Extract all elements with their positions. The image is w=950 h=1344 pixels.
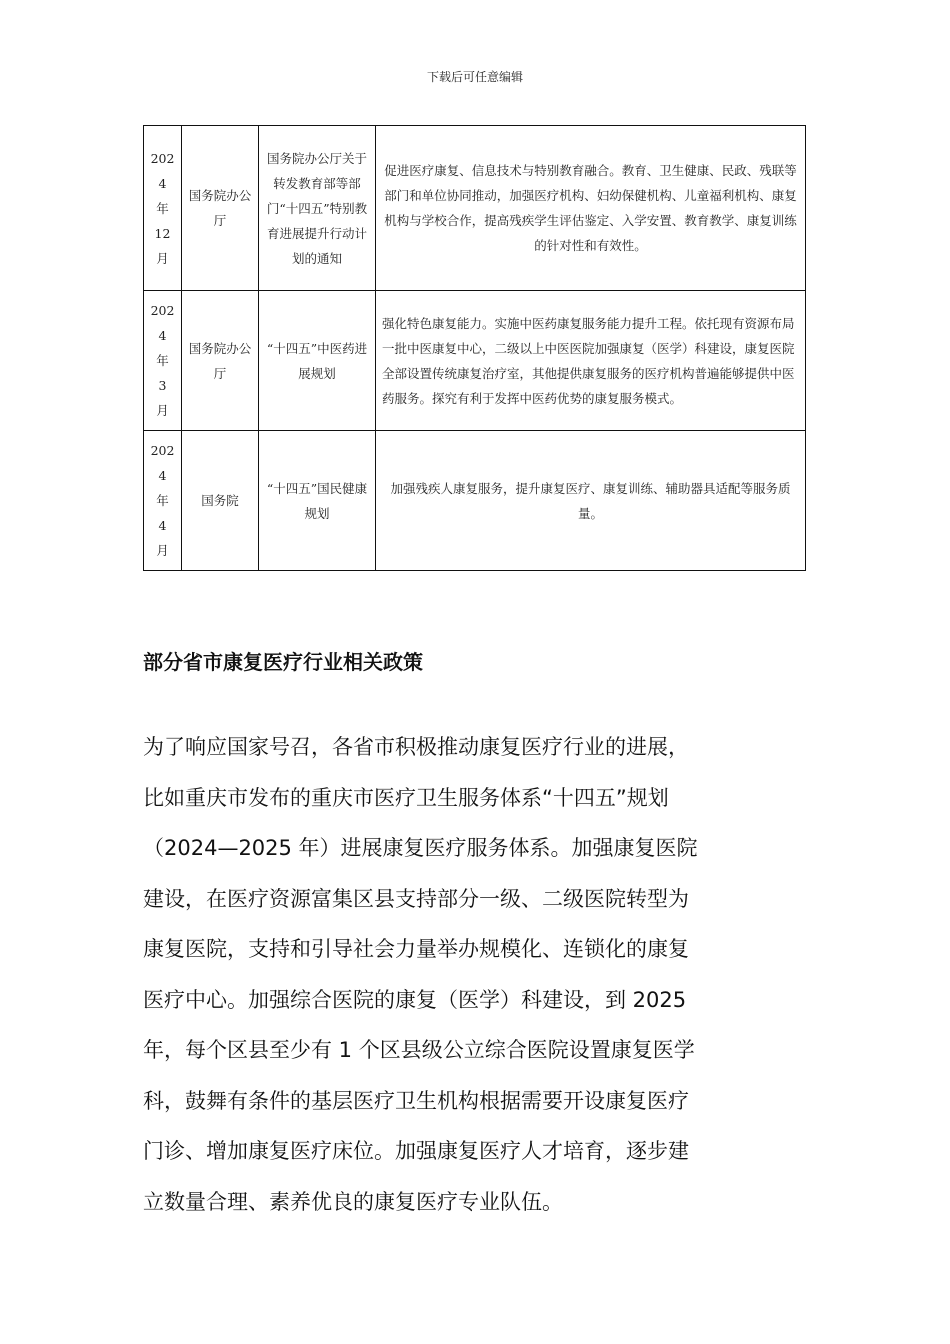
department-cell: 国务院办公厅 — [182, 126, 259, 291]
policy-table — [143, 125, 806, 571]
paragraph-line: 康复医院，支持和引导社会力量举办规模化、连锁化的康复 — [143, 937, 689, 961]
policy-content-cell: 强化特色康复能力。实施中医药康复服务能力提升工程。依托现有资源布局一批中医康复中心，二级以上中医医院加强康复（医学）科建设，康复医院全部设置传统康复治疗室，其他提供康复服务的医疗机构普遍能够提供中医药服务。探究有利于发挥中医药优势的康复服务模式。 — [376, 291, 806, 431]
date-part: 月 — [156, 403, 169, 418]
date-part: 年 — [156, 493, 169, 508]
date-part: 202 — [150, 150, 175, 166]
body-paragraph — [143, 722, 743, 1227]
paragraph-line: 医疗中心。加强综合医院的康复（医学）科建设，到 2025 — [143, 987, 687, 1012]
policy-content-cell: 加强残疾人康复服务，提升康复医疗、康复训练、辅助器具适配等服务质量。 — [376, 431, 806, 571]
policy-content-cell: 促进医疗康复、信息技术与特别教育融合。教育、卫生健康、民政、残联等部门和单位协同推动，加强医疗机构、妇幼保健机构、儿童福利机构、康复机构与学校合作，提高残疾学生评估鉴定、入学安置、教育教学、康复训练的针对性和有效性。 — [376, 126, 806, 291]
table-row — [144, 431, 806, 571]
table-row — [144, 291, 806, 431]
date-part: 12 — [154, 225, 171, 241]
date-part: 4 — [158, 328, 167, 343]
policy-name-cell: 国务院办公厅关于转发教育部等部门“十四五”特别教育进展提升行动计划的通知 — [259, 126, 376, 291]
date-part: 202 — [150, 443, 175, 458]
date-part: 年 — [156, 200, 169, 216]
paragraph-line: 为了响应国家号召，各省市积极推动康复医疗行业的进展， — [143, 735, 689, 759]
date-cell — [144, 291, 182, 431]
paragraph-line: 建设，在医疗资源富集区县支持部分一级、二级医院转型为 — [143, 886, 689, 911]
section-heading: 部分省市康复医疗行业相关政策 — [143, 650, 423, 674]
department-cell: 国务院 — [182, 431, 259, 571]
paragraph-line: （2024—2025 年）进展康复医疗服务体系。加强康复医院 — [143, 836, 698, 860]
date-cell — [144, 126, 182, 291]
paragraph-line: 科，鼓舞有条件的基层医疗卫生机构根据需要开设康复医疗 — [143, 1088, 689, 1113]
page-header: 下载后可任意编辑 — [426, 70, 523, 84]
date-part: 4 — [158, 175, 167, 191]
paragraph-line: 比如重庆市发布的重庆市医疗卫生服务体系“十四五”规划 — [143, 785, 669, 810]
paragraph-line: 立数量合理、素养优良的康复医疗专业队伍。 — [143, 1189, 563, 1214]
date-part: 年 — [156, 353, 169, 368]
paragraph-line: 门诊、增加康复医疗床位。加强康复医疗人才培育，逐步建 — [143, 1139, 689, 1163]
date-part: 4 — [158, 518, 167, 533]
policy-name-cell: “十四五”中医药进展规划 — [259, 291, 376, 431]
date-part: 202 — [150, 303, 175, 318]
table-row — [144, 126, 806, 291]
policy-name-cell: “十四五”国民健康规划 — [259, 431, 376, 571]
paragraph-line: 年，每个区县至少有 1 个区县级公立综合医院设置康复医学 — [143, 1038, 695, 1062]
department-cell: 国务院办公厅 — [182, 291, 259, 431]
date-part: 4 — [158, 468, 167, 483]
date-part: 月 — [156, 543, 169, 558]
date-part: 月 — [156, 250, 169, 266]
date-part: 3 — [158, 378, 167, 393]
date-cell — [144, 431, 182, 571]
